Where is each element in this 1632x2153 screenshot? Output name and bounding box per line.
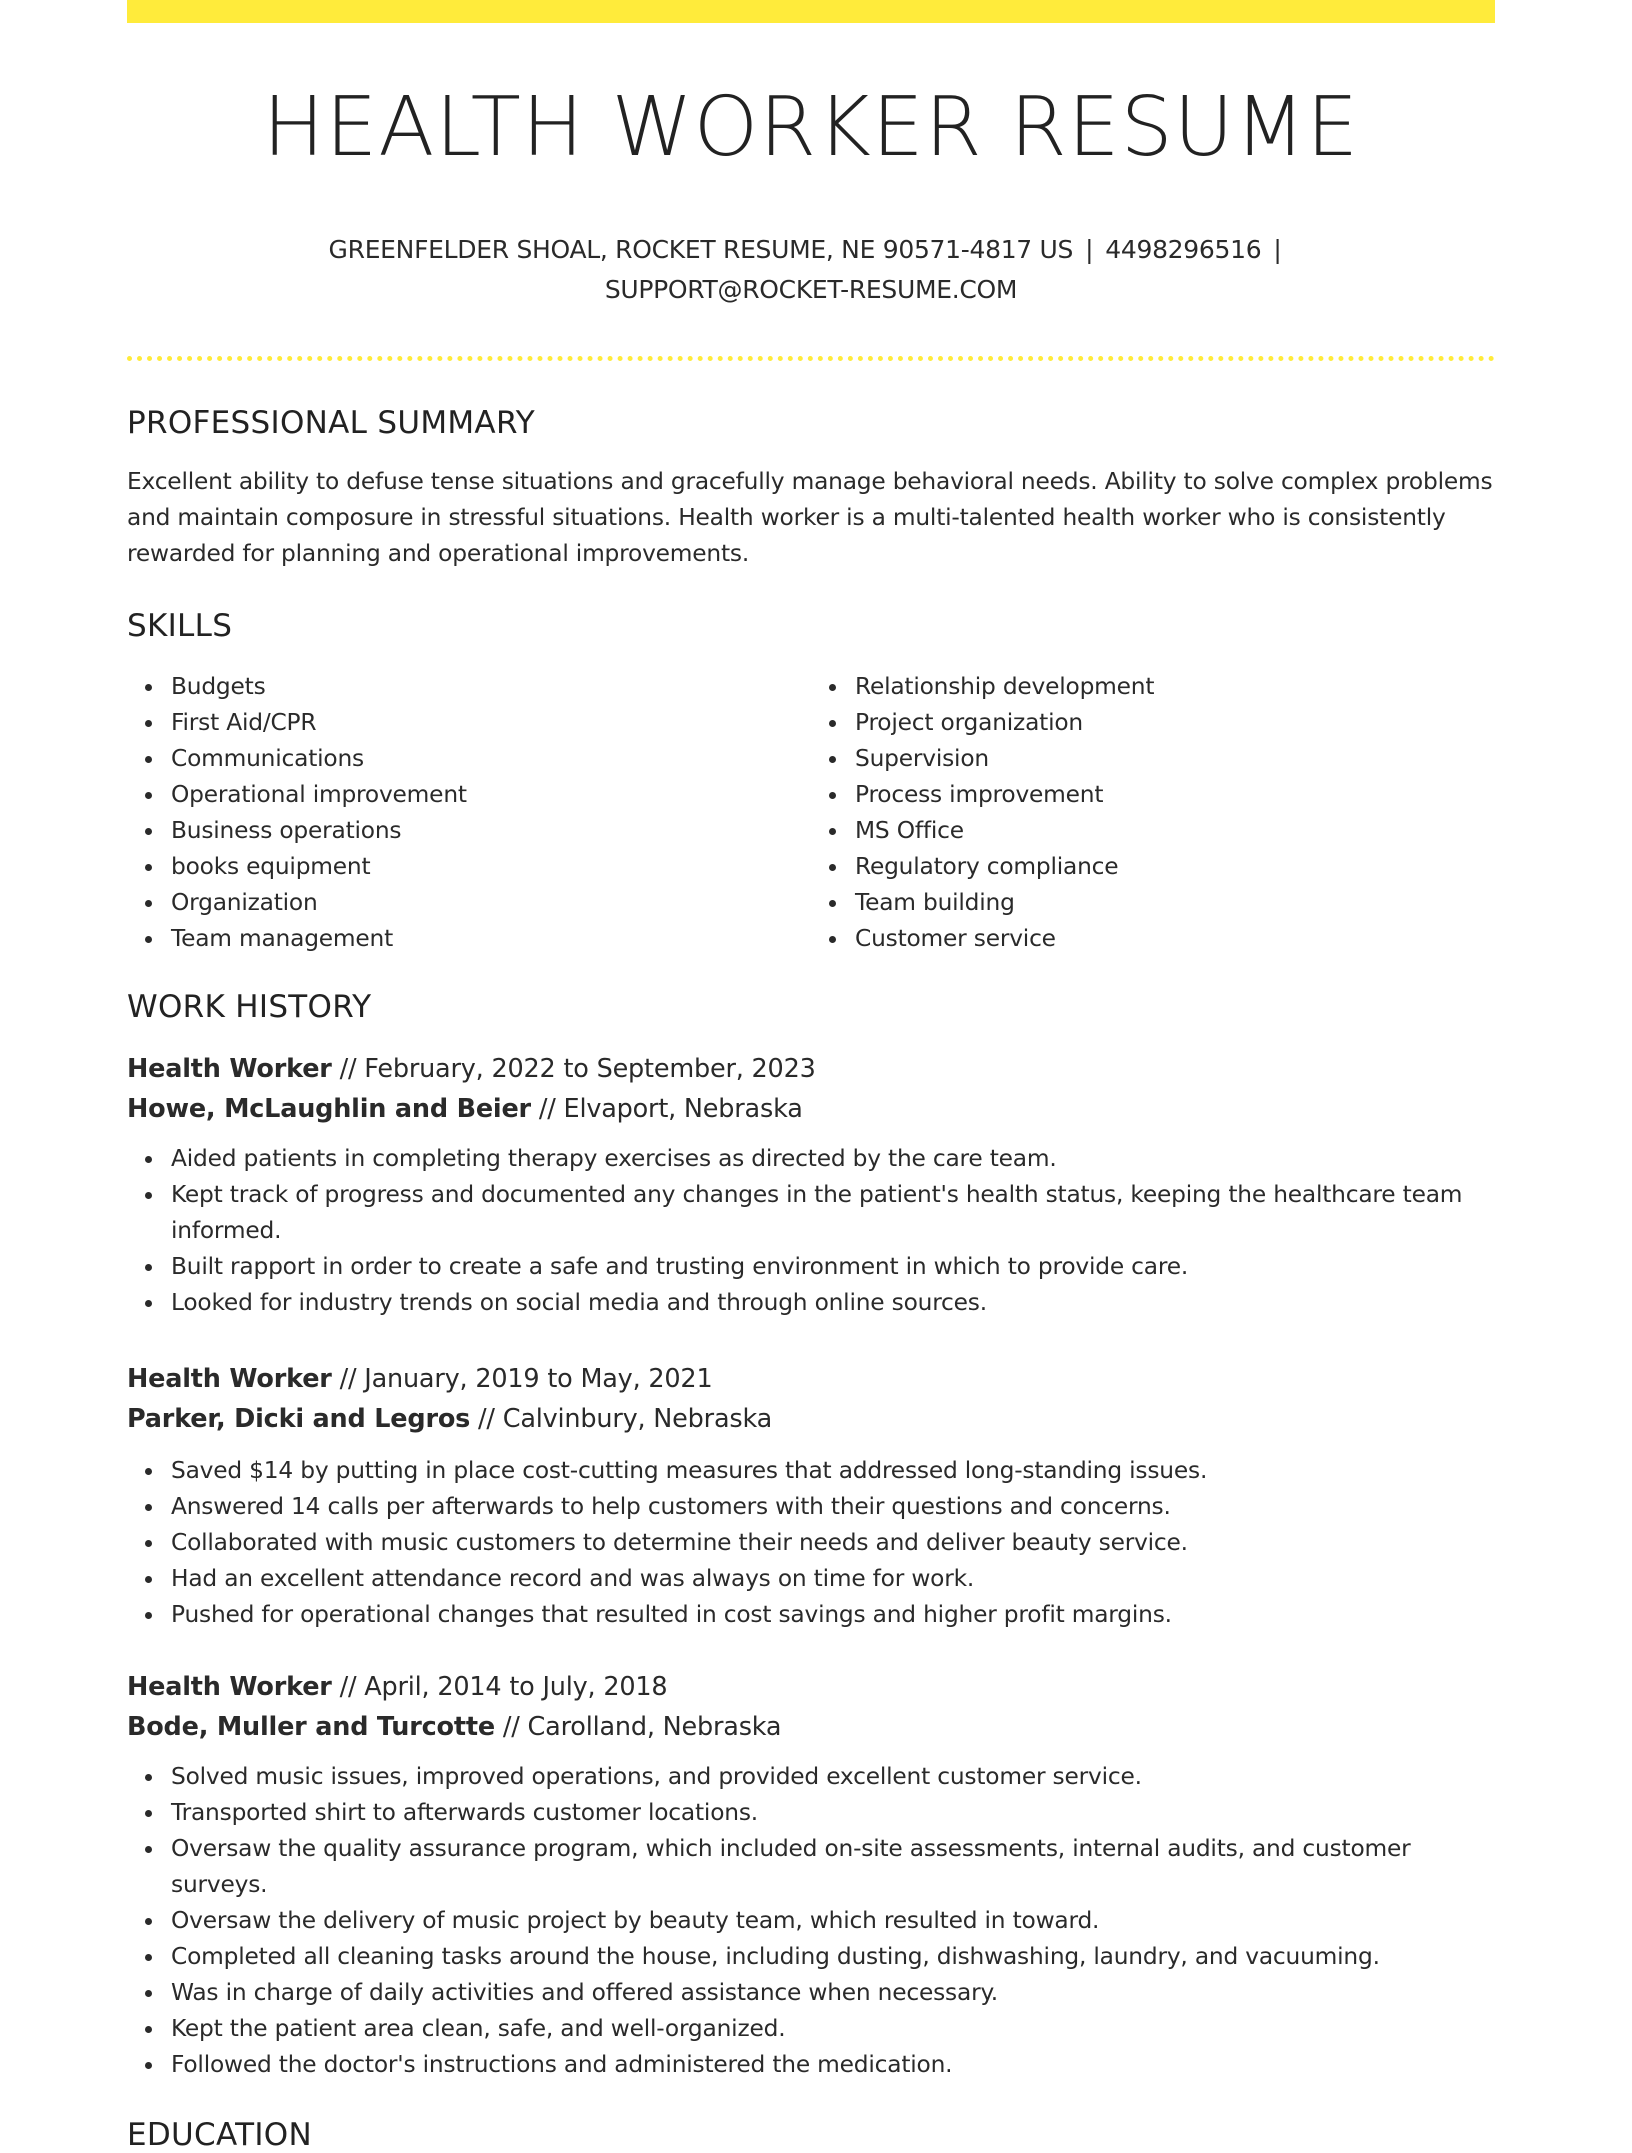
job-company-line — [127, 1399, 1495, 1439]
job-bullet: Transported shirt to afterwards customer locations. — [171, 1795, 1495, 1831]
job-entry — [127, 1049, 1495, 1321]
job-title: Health Worker — [127, 1364, 332, 1394]
skill-item: Customer service — [855, 921, 1495, 957]
job-bullets — [127, 1453, 1495, 1633]
summary-text: Excellent ability to defuse tense situations and gracefully manage behavioral needs. Ability to solve complex problems and maintain composure in stressful situations. Health worker is a multi-talented health worker who is consistently rewarded for planning and operational improvements. — [127, 468, 1493, 567]
job-bullets — [127, 1759, 1495, 2083]
skills-grid — [127, 669, 1495, 957]
job-bullet: Pushed for operational changes that resulted in cost savings and higher profit margins. — [171, 1597, 1495, 1633]
dotted-divider — [127, 356, 1495, 361]
skills-column-right — [811, 669, 1495, 957]
job-title: Health Worker — [127, 1054, 332, 1084]
job-bullet: Collaborated with music customers to determine their needs and deliver beauty service. — [171, 1525, 1495, 1561]
job-company-line — [127, 1089, 1495, 1129]
job-company: Bode, Muller and Turcotte — [127, 1712, 495, 1742]
skill-item: Supervision — [855, 741, 1495, 777]
skills-heading: SKILLS — [127, 608, 233, 644]
contact-separator: | — [1273, 235, 1282, 264]
job-title-line — [127, 1667, 1495, 1707]
skill-item: Operational improvement — [171, 777, 811, 813]
job-location: // Elvaport, Nebraska — [538, 1094, 803, 1124]
skill-item: First Aid/CPR — [171, 705, 811, 741]
job-bullet: Answered 14 calls per afterwards to help customers with their questions and concerns. — [171, 1489, 1495, 1525]
skill-item: Relationship development — [855, 669, 1495, 705]
job-bullet: Saved $14 by putting in place cost-cutting measures that addressed long-standing issues. — [171, 1453, 1495, 1489]
skill-item: Regulatory compliance — [855, 849, 1495, 885]
skill-item: Organization — [171, 885, 811, 921]
job-bullet: Oversaw the quality assurance program, which included on-site assessments, internal audits, and customer surveys. — [171, 1831, 1495, 1903]
job-bullet: Aided patients in completing therapy exercises as directed by the care team. — [171, 1141, 1495, 1177]
job-location: // Calvinbury, Nebraska — [478, 1404, 772, 1434]
contact-info — [127, 230, 1495, 310]
job-bullet: Built rapport in order to create a safe and trusting environment in which to provide care. — [171, 1249, 1495, 1285]
job-bullet: Completed all cleaning tasks around the house, including dusting, dishwashing, laundry, and vacuuming. — [171, 1939, 1495, 1975]
job-bullet: Had an excellent attendance record and was always on time for work. — [171, 1561, 1495, 1597]
contact-address: GREENFELDER SHOAL, ROCKET RESUME, NE 90571-4817 US — [328, 235, 1074, 264]
job-entry — [127, 1359, 1495, 1633]
job-company: Howe, McLaughlin and Beier — [127, 1094, 531, 1124]
job-title-line — [127, 1359, 1495, 1399]
job-title: Health Worker — [127, 1672, 332, 1702]
job-company-line — [127, 1707, 1495, 1747]
job-bullet: Followed the doctor's instructions and administered the medication. — [171, 2047, 1495, 2083]
job-bullet: Kept track of progress and documented any changes in the patient's health status, keeping the healthcare team informed. — [171, 1177, 1495, 1249]
job-bullet: Oversaw the delivery of music project by beauty team, which resulted in toward. — [171, 1903, 1495, 1939]
skill-item: Project organization — [855, 705, 1495, 741]
job-title-line — [127, 1049, 1495, 1089]
resume-content — [127, 0, 1495, 2153]
job-bullets — [127, 1141, 1495, 1321]
resume-title: HEALTH WORKER RESUME — [262, 80, 1360, 175]
work-history-heading: WORK HISTORY — [127, 989, 372, 1025]
job-location: // Carolland, Nebraska — [502, 1712, 782, 1742]
skill-item: Budgets — [171, 669, 811, 705]
job-bullet: Solved music issues, improved operations, and provided excellent customer service. — [171, 1759, 1495, 1795]
job-bullet: Kept the patient area clean, safe, and well-organized. — [171, 2011, 1495, 2047]
skill-item: MS Office — [855, 813, 1495, 849]
job-dates: // February, 2022 to September, 2023 — [339, 1054, 816, 1084]
contact-email: SUPPORT@ROCKET-RESUME.COM — [604, 275, 1018, 304]
summary-heading: PROFESSIONAL SUMMARY — [127, 405, 536, 441]
skill-item: Team building — [855, 885, 1495, 921]
job-bullet: Was in charge of daily activities and offered assistance when necessary. — [171, 1975, 1495, 2011]
skill-item: Process improvement — [855, 777, 1495, 813]
skills-column-left — [127, 669, 811, 957]
job-dates: // April, 2014 to July, 2018 — [339, 1672, 668, 1702]
skill-item: Communications — [171, 741, 811, 777]
job-bullet: Looked for industry trends on social media and through online sources. — [171, 1285, 1495, 1321]
skill-item: Team management — [171, 921, 811, 957]
contact-phone: 4498296516 — [1105, 235, 1262, 264]
education-heading: EDUCATION — [127, 2117, 312, 2153]
skill-item: Business operations — [171, 813, 811, 849]
skill-item: books equipment — [171, 849, 811, 885]
contact-separator: | — [1085, 235, 1094, 264]
job-entry — [127, 1667, 1495, 2083]
job-dates: // January, 2019 to May, 2021 — [339, 1364, 713, 1394]
job-company: Parker, Dicki and Legros — [127, 1404, 471, 1434]
